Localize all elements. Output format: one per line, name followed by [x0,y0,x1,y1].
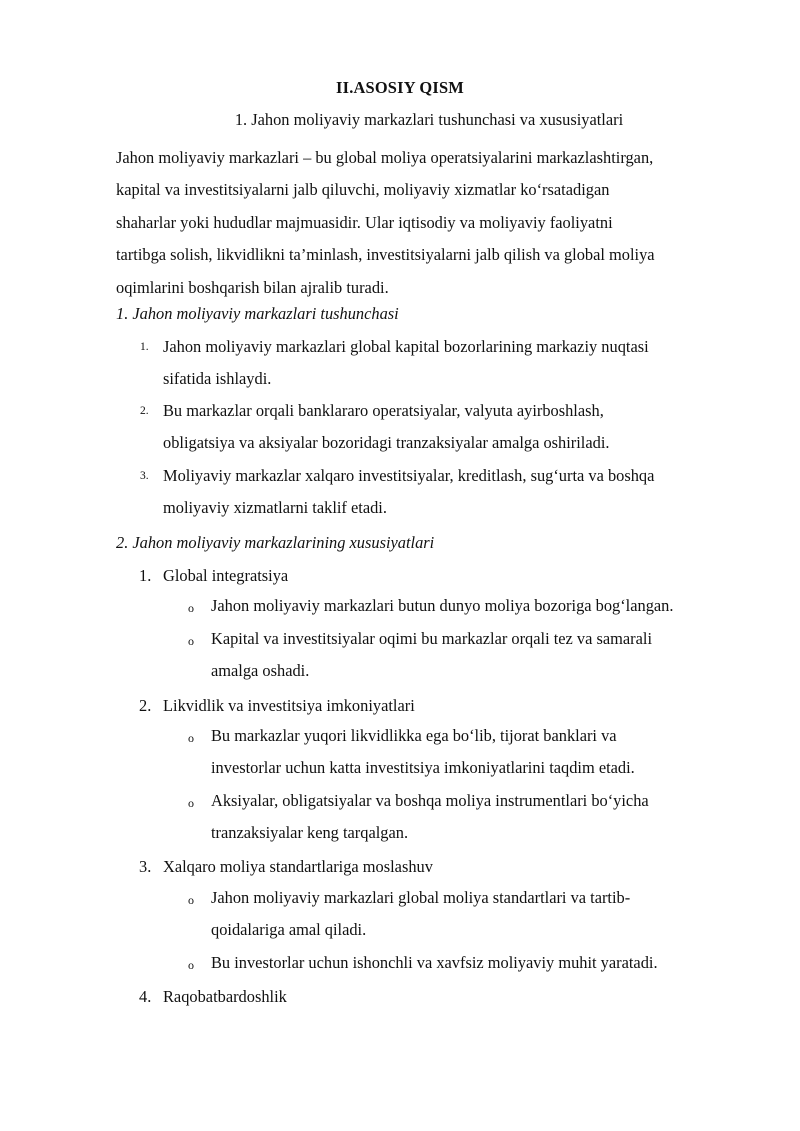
bullet-icon: o [188,731,194,745]
section-heading: II.ASOSIY QISM [336,78,464,97]
section-title: 2. Jahon moliyaviy markazlarining xususiyatlari [116,533,435,552]
list-item-text: Bu markazlar orqali banklararo operatsiyalar, valyuta ayirboshlash, obligatsiya va aksiyalar bozoridagi tranzaksiyalar amalga oshiriladi. [163,401,610,453]
bullet-icon: o [188,958,194,972]
list-item-label: Raqobatbardoshlik [163,987,287,1006]
list-item-text: Jahon moliyaviy markazlari global kapital bozorlarining markaziy nuqtasi sifatida ishlaydi. [163,337,649,389]
list-item-label: Global integratsiya [163,566,289,585]
list-number: 1. [139,566,152,585]
list-item-text: Moliyaviy markazlar xalqaro investitsiyalar, kreditlash, sug‘urta va boshqa moliyaviy xizmatlarni taklif etadi. [163,466,655,518]
list-number: 4. [139,987,152,1006]
list-number: 2. [139,696,152,715]
list-number: 1. [140,341,149,353]
list-number: 3. [140,470,149,482]
paragraph-line: Jahon moliyaviy markazlari – bu global moliya operatsiyalarini markazlashtirgan, [116,148,654,167]
sublist-item-text: Jahon moliyaviy markazlari butun dunyo moliya bozoriga bog‘langan. [211,596,674,615]
chapter-subheading: 1. Jahon moliyaviy markazlari tushunchasi va xususiyatlari [234,110,624,129]
paragraph-line: oqimlarini boshqarish bilan ajralib turadi. [116,277,389,297]
bullet-icon: o [188,796,194,810]
list-item-label: Xalqaro moliya standartlariga moslashuv [163,857,433,876]
bullet-icon: o [188,893,194,907]
list-item-label: Likvidlik va investitsiya imkoniyatlari [163,696,415,715]
sublist-item-text: Kapital va investitsiyalar oqimi bu markazlar orqali tez va samarali amalga oshadi. [211,629,653,681]
sublist-item-text: Jahon moliyaviy markazlari global moliya standartlari va tartib- qoidalariga amal qiladi. [211,888,631,940]
section-title: 1. Jahon moliyaviy markazlari tushunchasi [116,304,399,323]
list-number: 3. [139,857,152,876]
sublist-item-text: Bu markazlar yuqori likvidlikka ega bo‘lib, tijorat banklari va investorlar uchun katta investitsiya imkoniyatlarini taqdim etadi. [211,726,635,778]
bullet-icon: o [188,634,194,648]
sublist-item-text: Bu investorlar uchun ishonchli va xavfsiz moliyaviy muhit yaratadi. [211,953,658,972]
sublist-item-text: Aksiyalar, obligatsiyalar va boshqa moliya instrumentlari bo‘yicha tranzaksiyalar keng tarqalgan. [211,791,649,843]
bullet-icon: o [188,601,194,615]
paragraph-line: shaharlar yoki hududlar majmuasidir. Ular iqtisodiy va moliyaviy faoliyatni [116,212,613,232]
list-number: 2. [140,405,149,417]
paragraph-line: tartibga solish, likvidlikni ta’minlash, investitsiyalarni jalb qilish va global moliya [116,245,655,265]
paragraph-line: kapital va investitsiyalarni jalb qiluvchi, moliyaviy xizmatlar ko‘rsatadigan [116,180,610,200]
intro-paragraph [116,142,746,304]
